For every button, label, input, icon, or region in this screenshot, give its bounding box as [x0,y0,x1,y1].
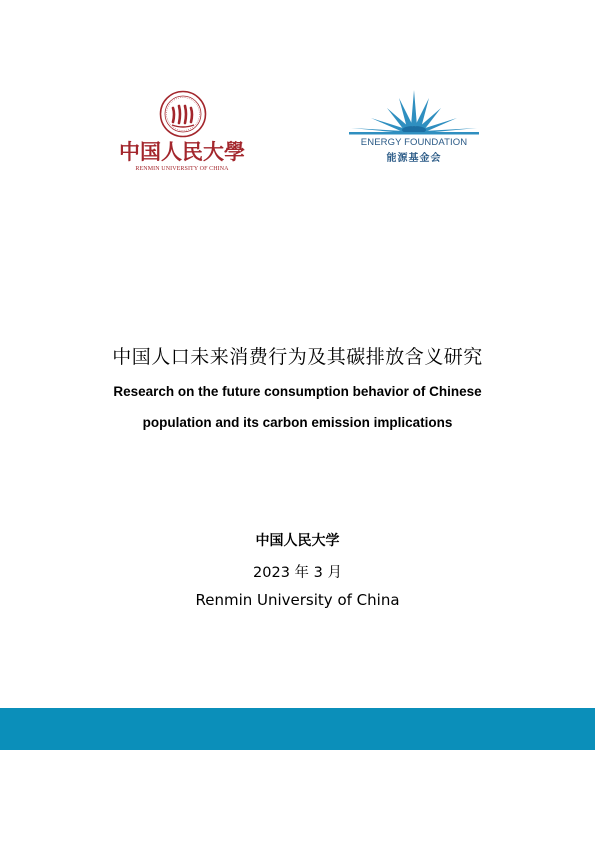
author-org-en: Renmin University of China [195,591,400,609]
report-title-cn: 中国人口未来消费行为及其碳排放含义研究 [112,346,483,368]
ruc-name-en: RENMIN UNIVERSITY OF CHINA [135,166,229,172]
ruc-logo [118,90,246,176]
ruc-seal-icon [159,90,207,138]
report-date: 2023 年 3 月 [253,565,342,581]
ef-name-cn: 能源基金会 [386,153,442,164]
starburst-icon [349,88,479,138]
report-title-en-line2: population and its carbon emission implications [142,415,453,430]
author-org-cn: 中国人民大学 [255,533,340,549]
energy-foundation-logo [349,88,479,168]
decorative-band [0,708,595,750]
report-title-en-line1: Research on the future consumption behavior of Chinese [113,384,482,399]
ruc-name-cn: 中国人民大學 [119,139,245,164]
ef-name-en: ENERGY FOUNDATION [360,137,468,148]
